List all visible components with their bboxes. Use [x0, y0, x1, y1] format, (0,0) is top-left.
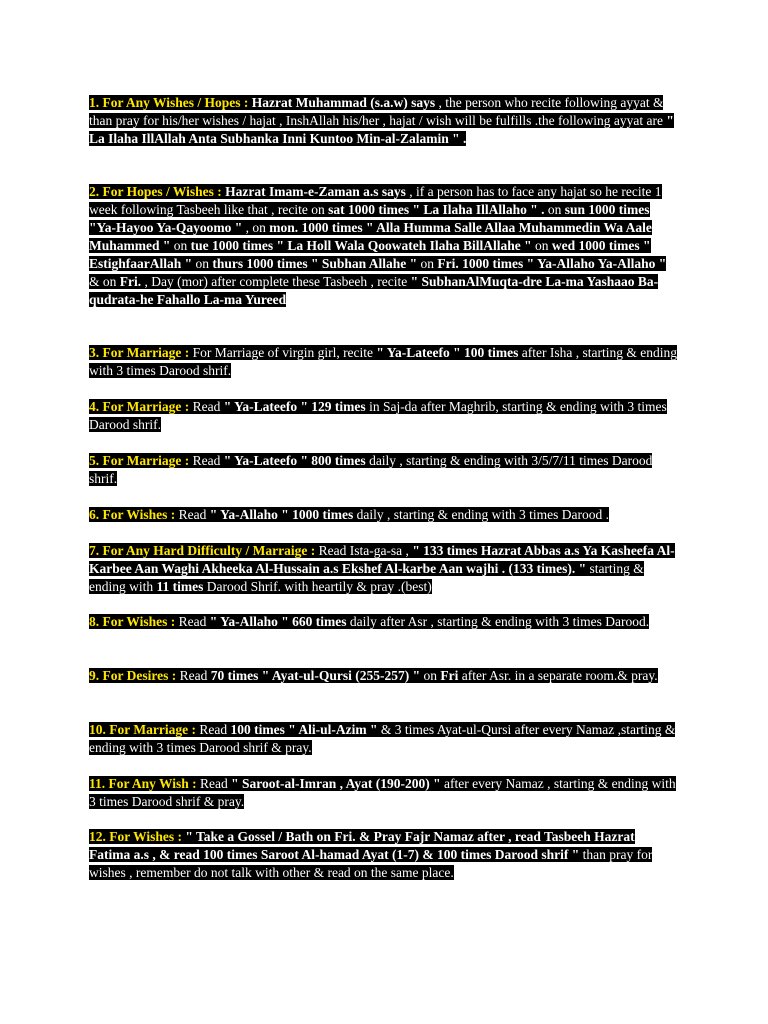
- text-segment: Read: [192, 453, 224, 468]
- text-segment: on: [531, 238, 552, 253]
- bold-segment: " Ya-Allaho " 660 times: [209, 614, 347, 629]
- item-text: [89, 507, 609, 522]
- wish-item-8: [89, 613, 679, 631]
- bold-segment: mon. 1000 times " Alla Humma Salle Allaa Muhammedin Wa Aale Muhammed ": [89, 220, 652, 253]
- text-segment: in Saj-da after Maghrib, starting & ending with 3 times Darood shrif.: [89, 399, 667, 432]
- text-segment: , Day (mor) after complete these Tasbeeh , recite: [141, 274, 411, 289]
- item-text: [89, 776, 676, 809]
- wish-item-4: [89, 398, 679, 434]
- item-text: [89, 722, 675, 755]
- wish-item-3: [89, 344, 679, 380]
- bold-segment: Hazrat Imam-e-Zaman a.s says: [225, 184, 406, 199]
- text-segment: Darood Shrif. with heartily & pray .(best): [203, 579, 432, 594]
- text-segment: on: [170, 238, 191, 253]
- bold-segment: " Take a Gossel / Bath on Fri. & Pray Fajr Namaz after , read Tasbeeh Hazrat Fatima a.s , & read 100 times Saroot Al-hamad Ayat (1-7) & 100 times Darood shrif ": [89, 829, 635, 862]
- text-segment: Read: [200, 776, 232, 791]
- wish-item-6: [89, 506, 679, 524]
- bold-segment: 100 times " Ali-ul-Azim ": [230, 722, 378, 737]
- bold-segment: sun 1000 times "Ya-Hayoo Ya-Qayoomo ": [89, 202, 650, 235]
- bold-segment: " Ya-Lateefo " 800 times: [223, 453, 366, 468]
- item-label: 3. For Marriage :: [89, 345, 193, 360]
- text-segment: & on: [89, 274, 120, 289]
- text-segment: , if a person has to face any hajat so he recite 1 week following Tasbeeh like that , recite on: [89, 184, 662, 217]
- item-label: 6. For Wishes :: [89, 507, 179, 522]
- text-segment: & 3 times Ayat-ul-Qursi after every Namaz ,starting & ending with 3 times Darood shrif & pray.: [89, 722, 676, 755]
- wish-item-12: [89, 828, 679, 882]
- wish-item-10: [89, 721, 679, 757]
- text-segment: than pray for wishes , remember do not talk with other & read on the same place.: [89, 847, 653, 880]
- bold-segment: sat 1000 times " La Ilaha IllAllaho " .: [328, 202, 545, 217]
- item-text: [89, 614, 649, 629]
- text-segment: on: [417, 256, 438, 271]
- bold-segment: " Saroot-al-Imran , Ayat (190-200) ": [231, 776, 441, 791]
- bold-segment: 11 times: [156, 579, 204, 594]
- text-segment: Read: [178, 614, 210, 629]
- item-label: 1. For Any Wishes / Hopes :: [89, 95, 252, 110]
- item-label: 8. For Wishes :: [89, 614, 179, 629]
- item-text: [89, 453, 652, 486]
- text-segment: Read: [192, 399, 224, 414]
- item-label: 5. For Marriage :: [89, 453, 193, 468]
- text-segment: after Asr. in a separate room.& pray.: [458, 668, 658, 683]
- item-text: [89, 399, 667, 432]
- text-segment: Read: [199, 722, 231, 737]
- item-label: 7. For Any Hard Difficulty / Marraige :: [89, 543, 319, 558]
- wish-item-2: [89, 183, 679, 309]
- text-segment: daily , starting & ending with 3/5/7/11 times Darood shrif.: [89, 453, 653, 486]
- bold-segment: 70 times " Ayat-ul-Qursi (255-257) ": [210, 668, 421, 683]
- item-label: 9. For Desires :: [89, 668, 180, 683]
- bold-segment: " Ya-Allaho " 1000 times: [209, 507, 354, 522]
- text-segment: on: [544, 202, 565, 217]
- item-text: [89, 184, 666, 307]
- text-segment: daily after Asr , starting & ending with 3 times Darood.: [346, 614, 650, 629]
- text-segment: Read: [178, 507, 210, 522]
- bold-segment: " La Ilaha IllAllah Anta Subhanka Inni Kuntoo Min-al-Zalamin " .: [89, 113, 674, 146]
- bold-segment: Fri. 1000 times " Ya-Allaho Ya-Allaho ": [437, 256, 667, 271]
- text-segment: on: [420, 668, 441, 683]
- item-label: 11. For Any Wish :: [89, 776, 201, 791]
- bold-segment: wed 1000 times " EstighfaarAllah ": [89, 238, 651, 271]
- item-label: 12. For Wishes :: [89, 829, 186, 844]
- bold-segment: " 133 times Hazrat Abbas a.s Ya Kasheefa Al-Karbee Aan Waghi Akheeka Al-Hussain a.s Ekshef Al-karbe Aan wajhi . (133 times). ": [89, 543, 675, 576]
- bold-segment: thurs 1000 times " Subhan Allahe ": [212, 256, 418, 271]
- wish-item-9: [89, 667, 679, 685]
- text-segment: on: [192, 256, 213, 271]
- item-text: [89, 95, 674, 146]
- wish-item-5: [89, 452, 679, 488]
- text-segment: Read Ista-ga-sa ,: [318, 543, 413, 558]
- bold-segment: " Ya-Lateefo " 100 times: [376, 345, 519, 360]
- item-label: 10. For Marriage :: [89, 722, 200, 737]
- text-segment: Read: [179, 668, 211, 683]
- item-text: [89, 829, 652, 880]
- item-text: [89, 543, 675, 594]
- bold-segment: " SubhanAlMuqta-dre La-ma Yashaao Ba-qudrata-he Fahallo La-ma Yureed: [89, 274, 659, 307]
- text-segment: , on: [242, 220, 270, 235]
- item-label: 4. For Marriage :: [89, 399, 193, 414]
- bold-segment: Fri: [440, 668, 459, 683]
- wish-item-11: [89, 775, 679, 811]
- text-segment: after Isha , starting & ending with 3 times Darood shrif.: [89, 345, 677, 378]
- text-segment: daily , starting & ending with 3 times Darood .: [353, 507, 609, 522]
- bold-segment: tue 1000 times " La Holl Wala Qoowateh Ilaha BillAllahe ": [190, 238, 532, 253]
- text-segment: For Marriage of virgin girl, recite: [192, 345, 377, 360]
- text-segment: , the person who recite following ayyat & than pray for his/her wishes / hajat , InshAllah his/her , hajat / wish will be fulfills .the following ayyat are: [89, 95, 667, 128]
- text-segment: after every Namaz , starting & ending with 3 times Darood shrif & pray.: [89, 776, 676, 809]
- bold-segment: Fri.: [119, 274, 142, 289]
- bold-segment: " Ya-Lateefo " 129 times: [223, 399, 366, 414]
- item-text: [89, 345, 677, 378]
- wish-item-7: [89, 542, 679, 596]
- item-label: 2. For Hopes / Wishes :: [89, 184, 226, 199]
- text-segment: starting & ending with: [89, 561, 644, 594]
- bold-segment: Hazrat Muhammad (s.a.w) says: [251, 95, 436, 110]
- wish-item-1: [89, 94, 679, 148]
- item-text: [89, 668, 658, 683]
